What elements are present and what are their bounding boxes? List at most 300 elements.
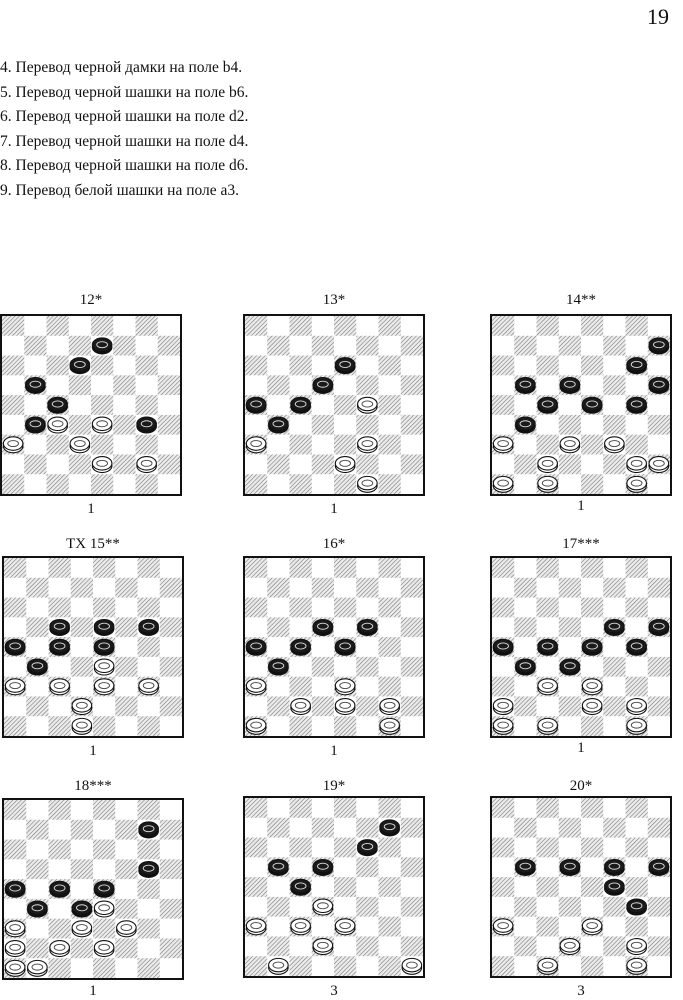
white-checker	[72, 699, 92, 715]
task-item: 5. Перевод черной шашки на поле b6.	[0, 83, 249, 101]
dark-square	[138, 919, 160, 939]
dark-square	[138, 840, 160, 860]
dark-square	[93, 919, 115, 939]
board-grid	[245, 798, 423, 976]
white-checker	[5, 679, 25, 695]
black-checker	[560, 859, 580, 875]
black-checker	[516, 859, 536, 875]
dark-square	[47, 474, 69, 494]
white-checker	[335, 679, 355, 695]
dark-square	[334, 316, 356, 336]
dark-square	[356, 818, 378, 838]
task-list	[0, 56, 248, 203]
black-checker	[358, 619, 378, 635]
black-checker	[246, 639, 266, 655]
dark-square	[401, 375, 423, 395]
white-checker	[358, 476, 378, 492]
dark-square	[71, 657, 93, 677]
dark-square	[160, 657, 182, 677]
dark-square	[581, 598, 603, 618]
dark-square	[603, 336, 625, 356]
black-checker	[605, 619, 625, 635]
dark-square	[115, 899, 137, 919]
white-checker	[50, 941, 70, 957]
dark-square	[603, 897, 625, 917]
black-checker	[582, 639, 602, 655]
dark-square	[93, 598, 115, 618]
dark-square	[49, 716, 71, 736]
dark-square	[379, 917, 401, 937]
black-checker	[50, 619, 70, 635]
black-checker	[291, 397, 311, 413]
dark-square	[290, 316, 312, 336]
dark-square	[245, 838, 267, 858]
white-checker	[335, 699, 355, 715]
dark-square	[4, 716, 26, 736]
dark-square	[334, 798, 356, 818]
page-number: 19	[647, 4, 669, 29]
white-checker	[246, 718, 266, 734]
dark-square	[581, 877, 603, 897]
dark-square	[559, 578, 581, 598]
dark-square	[113, 336, 135, 356]
white-checker	[582, 919, 602, 935]
checkers-board	[490, 796, 672, 978]
white-checker	[358, 437, 378, 453]
white-checker	[5, 960, 25, 976]
puzzle-answer: 1	[577, 740, 585, 756]
white-checker	[627, 958, 647, 974]
dark-square	[312, 696, 334, 716]
dark-square	[603, 657, 625, 677]
dark-square	[514, 818, 536, 838]
dark-square	[136, 395, 158, 415]
white-checker	[72, 921, 92, 937]
dark-square	[26, 696, 48, 716]
dark-square	[379, 637, 401, 657]
white-checker	[291, 699, 311, 715]
dark-square	[49, 558, 71, 578]
dark-square	[401, 818, 423, 838]
black-checker	[269, 859, 289, 875]
dark-square	[93, 840, 115, 860]
dark-square	[290, 677, 312, 697]
white-checker	[335, 919, 355, 935]
dark-square	[267, 336, 289, 356]
dark-square	[603, 415, 625, 435]
dark-square	[312, 657, 334, 677]
puzzle-answer: 3	[577, 983, 585, 999]
dark-square	[290, 838, 312, 858]
black-checker	[358, 840, 378, 856]
dark-square	[69, 454, 91, 474]
dark-square	[334, 395, 356, 415]
black-checker	[5, 639, 25, 655]
black-checker	[5, 881, 25, 897]
dark-square	[138, 800, 160, 820]
white-checker	[380, 699, 400, 715]
dark-square	[492, 558, 514, 578]
dark-square	[115, 859, 137, 879]
black-checker	[649, 859, 669, 875]
dark-square	[492, 598, 514, 618]
white-checker	[538, 958, 558, 974]
dark-square	[26, 859, 48, 879]
dark-square	[26, 938, 48, 958]
dark-square	[581, 798, 603, 818]
puzzle-title: 14**	[566, 292, 596, 308]
black-checker	[28, 901, 48, 917]
board-grid	[492, 558, 670, 736]
dark-square	[581, 356, 603, 376]
dark-square	[559, 696, 581, 716]
black-checker	[335, 358, 355, 374]
white-checker	[246, 679, 266, 695]
black-checker	[313, 619, 333, 635]
dark-square	[401, 857, 423, 877]
dark-square	[267, 617, 289, 637]
dark-square	[160, 696, 182, 716]
dark-square	[379, 677, 401, 697]
dark-square	[290, 474, 312, 494]
dark-square	[158, 415, 180, 435]
dark-square	[136, 435, 158, 455]
dark-square	[138, 958, 160, 978]
dark-square	[537, 435, 559, 455]
dark-square	[626, 917, 648, 937]
board-grid	[492, 798, 670, 976]
puzzle-answer: 1	[89, 983, 97, 999]
dark-square	[47, 356, 69, 376]
white-checker	[72, 718, 92, 734]
puzzle-answer: 3	[330, 983, 338, 999]
dark-square	[401, 578, 423, 598]
dark-square	[401, 617, 423, 637]
dark-square	[267, 578, 289, 598]
dark-square	[160, 578, 182, 598]
dark-square	[91, 474, 113, 494]
black-checker	[627, 358, 647, 374]
dark-square	[401, 936, 423, 956]
dark-square	[334, 838, 356, 858]
white-checker	[627, 939, 647, 955]
dark-square	[537, 838, 559, 858]
puzzle-card	[243, 776, 425, 1000]
black-checker	[627, 639, 647, 655]
black-checker	[48, 397, 68, 413]
dark-square	[2, 474, 24, 494]
dark-square	[379, 395, 401, 415]
dark-square	[160, 899, 182, 919]
dark-square	[626, 798, 648, 818]
dark-square	[4, 598, 26, 618]
dark-square	[356, 578, 378, 598]
dark-square	[356, 375, 378, 395]
dark-square	[158, 454, 180, 474]
dark-square	[24, 454, 46, 474]
dark-square	[136, 474, 158, 494]
white-checker	[402, 958, 422, 974]
dark-square	[312, 578, 334, 598]
white-checker	[94, 659, 114, 675]
black-checker	[291, 639, 311, 655]
black-checker	[50, 639, 70, 655]
white-checker	[538, 457, 558, 473]
dark-square	[136, 316, 158, 336]
black-checker	[538, 397, 558, 413]
dark-square	[93, 800, 115, 820]
dark-square	[537, 877, 559, 897]
white-checker	[560, 939, 580, 955]
black-checker	[72, 901, 92, 917]
dark-square	[626, 877, 648, 897]
dark-square	[626, 316, 648, 336]
task-item: 9. Перевод белой шашки на поле a3.	[0, 181, 240, 199]
puzzle-card	[243, 534, 425, 764]
black-checker	[50, 881, 70, 897]
black-checker	[582, 397, 602, 413]
task-item: 4. Перевод черной дамки на поле b4.	[0, 59, 243, 76]
dark-square	[334, 474, 356, 494]
puzzle-title: 17***	[562, 536, 600, 552]
dark-square	[245, 316, 267, 336]
dark-square	[138, 879, 160, 899]
dark-square	[49, 800, 71, 820]
dark-square	[648, 897, 670, 917]
dark-square	[2, 356, 24, 376]
dark-square	[245, 956, 267, 976]
dark-square	[626, 435, 648, 455]
dark-square	[93, 958, 115, 978]
dark-square	[312, 818, 334, 838]
dark-square	[379, 956, 401, 976]
dark-square	[91, 435, 113, 455]
black-checker	[493, 639, 513, 655]
dark-square	[138, 716, 160, 736]
white-checker	[92, 457, 112, 473]
puzzle-title: 20*	[569, 778, 593, 794]
dark-square	[603, 375, 625, 395]
dark-square	[537, 798, 559, 818]
black-checker	[269, 659, 289, 675]
dark-square	[47, 435, 69, 455]
white-checker	[538, 718, 558, 734]
dark-square	[581, 838, 603, 858]
dark-square	[514, 336, 536, 356]
dark-square	[91, 316, 113, 336]
dark-square	[26, 617, 48, 637]
dark-square	[401, 415, 423, 435]
dark-square	[4, 800, 26, 820]
black-checker	[605, 859, 625, 875]
white-checker	[380, 718, 400, 734]
dark-square	[71, 859, 93, 879]
black-checker	[627, 899, 647, 915]
puzzle-card	[490, 534, 672, 764]
dark-square	[603, 818, 625, 838]
black-checker	[137, 417, 157, 433]
dark-square	[290, 558, 312, 578]
dark-square	[113, 375, 135, 395]
dark-square	[648, 657, 670, 677]
dark-square	[26, 578, 48, 598]
white-checker	[582, 699, 602, 715]
dark-square	[69, 375, 91, 395]
dark-square	[401, 454, 423, 474]
dark-square	[356, 696, 378, 716]
white-checker	[291, 919, 311, 935]
white-checker	[70, 437, 90, 453]
dark-square	[648, 818, 670, 838]
white-checker	[538, 476, 558, 492]
dark-square	[603, 696, 625, 716]
board-grid	[4, 800, 182, 978]
dark-square	[626, 558, 648, 578]
dark-square	[115, 938, 137, 958]
dark-square	[603, 936, 625, 956]
black-checker	[291, 879, 311, 895]
dark-square	[160, 938, 182, 958]
white-checker	[3, 437, 23, 453]
dark-square	[379, 877, 401, 897]
dark-square	[312, 336, 334, 356]
dark-square	[245, 877, 267, 897]
puzzle-card	[490, 776, 672, 1000]
dark-square	[93, 716, 115, 736]
dark-square	[158, 375, 180, 395]
dark-square	[334, 877, 356, 897]
dark-square	[626, 838, 648, 858]
black-checker	[649, 619, 669, 635]
black-checker	[94, 639, 114, 655]
dark-square	[379, 356, 401, 376]
dark-square	[290, 435, 312, 455]
dark-square	[492, 316, 514, 336]
puzzle-card	[2, 776, 184, 1000]
dark-square	[356, 336, 378, 356]
black-checker	[649, 338, 669, 354]
white-checker	[649, 457, 669, 473]
white-checker	[605, 437, 625, 453]
dark-square	[2, 395, 24, 415]
white-checker	[358, 397, 378, 413]
white-checker	[538, 679, 558, 695]
white-checker	[137, 457, 157, 473]
dark-square	[113, 415, 135, 435]
dark-square	[115, 820, 137, 840]
dark-square	[648, 578, 670, 598]
black-checker	[335, 639, 355, 655]
dark-square	[379, 435, 401, 455]
puzzle-title: TX 15**	[66, 536, 120, 552]
dark-square	[356, 857, 378, 877]
dark-square	[49, 598, 71, 618]
dark-square	[648, 936, 670, 956]
dark-square	[138, 598, 160, 618]
dark-square	[71, 617, 93, 637]
dark-square	[290, 598, 312, 618]
black-checker	[139, 619, 159, 635]
dark-square	[559, 454, 581, 474]
white-checker	[5, 921, 25, 937]
white-checker	[246, 437, 266, 453]
dark-square	[379, 558, 401, 578]
dark-square	[245, 798, 267, 818]
white-checker	[139, 679, 159, 695]
dark-square	[91, 395, 113, 415]
dark-square	[581, 316, 603, 336]
dark-square	[492, 838, 514, 858]
checkers-board	[2, 798, 184, 980]
dark-square	[559, 617, 581, 637]
dark-square	[160, 859, 182, 879]
board-grid	[492, 316, 670, 494]
dark-square	[24, 336, 46, 356]
dark-square	[4, 840, 26, 860]
task-item: 8. Перевод черной шашки на поле d6.	[0, 157, 249, 174]
puzzle-answer: 1	[577, 498, 585, 514]
black-checker	[26, 417, 46, 433]
dark-square	[245, 558, 267, 578]
board-grid	[245, 316, 423, 494]
dark-square	[379, 838, 401, 858]
dark-square	[334, 435, 356, 455]
white-checker	[582, 679, 602, 695]
black-checker	[28, 659, 48, 675]
dark-square	[379, 598, 401, 618]
black-checker	[313, 377, 333, 393]
dark-square	[115, 657, 137, 677]
dark-square	[334, 558, 356, 578]
checkers-board	[0, 314, 182, 496]
puzzle-card	[0, 290, 182, 520]
dark-square	[290, 356, 312, 376]
dark-square	[245, 356, 267, 376]
black-checker	[516, 659, 536, 675]
dark-square	[91, 356, 113, 376]
white-checker	[94, 679, 114, 695]
black-checker	[516, 377, 536, 393]
black-checker	[560, 377, 580, 393]
dark-square	[334, 716, 356, 736]
dark-square	[115, 617, 137, 637]
checkers-board	[490, 556, 672, 738]
puzzle-answer: 1	[330, 743, 338, 759]
dark-square	[603, 454, 625, 474]
dark-square	[379, 798, 401, 818]
dark-square	[559, 415, 581, 435]
dark-square	[290, 798, 312, 818]
dark-square	[537, 316, 559, 336]
black-checker	[516, 417, 536, 433]
dark-square	[49, 958, 71, 978]
dark-square	[267, 897, 289, 917]
white-checker	[627, 457, 647, 473]
puzzle-card	[243, 290, 425, 520]
dark-square	[514, 936, 536, 956]
white-checker	[48, 417, 68, 433]
dark-square	[245, 598, 267, 618]
white-checker	[94, 901, 114, 917]
dark-square	[537, 356, 559, 376]
dark-square	[312, 415, 334, 435]
dark-square	[492, 956, 514, 976]
dark-square	[69, 336, 91, 356]
white-checker	[313, 899, 333, 915]
dark-square	[93, 558, 115, 578]
dark-square	[537, 917, 559, 937]
white-checker	[246, 919, 266, 935]
